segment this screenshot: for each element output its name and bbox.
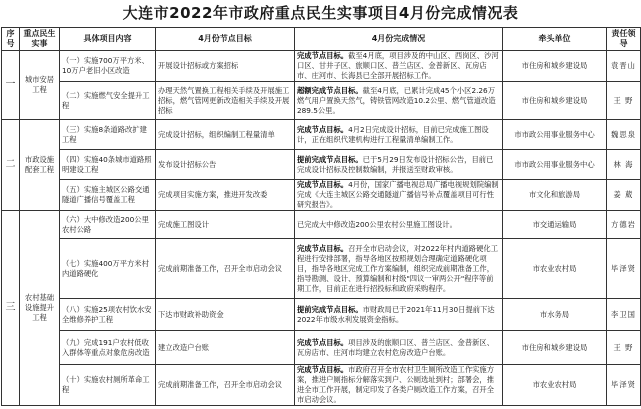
cell-status (295, 150, 503, 180)
table-row (2, 239, 641, 299)
status-tag: 完成节点目标。 (297, 51, 349, 60)
status-tag: 完成节点目标。 (297, 124, 349, 134)
cell-unit: 市文化和旅游局 (503, 180, 607, 211)
cell-content: （三）实施8条道路改扩建工程 (60, 120, 156, 150)
cell-unit: 市住房和城乡建设局 (503, 51, 607, 82)
header-unit: 牵头单位 (503, 28, 607, 51)
status-text: 截至4月底，项目涉及的中山区、西岗区、沙河口区、甘井子区、旅顺口区、普兰店区、金普新区、瓦房店市、庄河市、长海县已全部开展招标工作。 (297, 51, 499, 80)
cell-unit: 市市政公用事业服务中心 (503, 150, 607, 180)
status-tag: 完成节点目标。 (297, 180, 349, 189)
table-header-row (2, 28, 641, 51)
status-text: 4月份，国家广播电视总局广播电视规划院编制完成《大连主城区公路交通隧道广播信号补点覆盖项目可行性研究报告》。 (297, 180, 499, 209)
table-row (2, 150, 641, 180)
cell-content: （六）大中修改造200公里农村公路 (60, 211, 156, 239)
header-status: 4月份完成情况 (295, 28, 503, 51)
page-title: 大连市2022年市政府重点民生实事项目4月份完成情况表 (122, 4, 519, 22)
cell-target: 发布设计招标公告 (156, 150, 295, 180)
cell-target: 完成前期准备工作，召开全市启动会议 (156, 239, 295, 299)
cell-leader: 方德岩 (607, 211, 641, 239)
table-row (2, 211, 641, 239)
cell-target: 开展设计招标或方案招标 (156, 51, 295, 82)
group-category: 市政设施配套工程 (20, 120, 60, 211)
cell-status (295, 365, 503, 406)
status-text: 召开全市启动会议，对2022年村内道路硬化工程进行安排部署，指导各地区按照规划合理确定道路硬化项目，指导各地区完成工作方案编制，组织完成前期准备工作，指导勘测、设计、预算编制和村级"四议一审两公开"程序等前期工作，目前正在进行招投标和政府采购程序。 (297, 243, 498, 293)
cell-unit: 市市政公用事业服务中心 (503, 120, 607, 150)
cell-content: （四）实施40条城市道路照明建设工程 (60, 150, 156, 180)
cell-leader: 林 海 (607, 150, 641, 180)
table-row (2, 299, 641, 331)
cell-target: 办理天然气置换工程相关手续及开展施工招标，燃气管网更新改造相关手续及开展招标 (156, 82, 295, 120)
status-text: 已完成大中修改造200公里农村公里施工图设计。 (297, 219, 457, 229)
cell-unit: 市交通运输局 (503, 211, 607, 239)
cell-leader: 李卫国 (607, 299, 641, 331)
header-seq: 序号 (2, 28, 20, 51)
status-tag: 完成节点目标。 (297, 337, 349, 347)
table-row (2, 365, 641, 406)
cell-leader: 毕泽贤 (607, 365, 641, 406)
cell-content: （七）实施400万平方米村内道路硬化 (60, 239, 156, 299)
cell-status (295, 239, 503, 299)
cell-unit: 市住房和城乡建设局 (503, 331, 607, 365)
status-text: 截至4月底，已累计完成45个小区2.26万燃气用户置换天然气，铸铁管网改造10.2公里、燃气管道改造289.5公里。 (297, 85, 496, 115)
table-row (2, 51, 641, 82)
group-category: 城市安居工程 (20, 51, 60, 120)
status-tag: 超额完成节点目标。 (297, 85, 363, 95)
cell-leader: 王 野 (607, 331, 641, 365)
cell-content: （五）实施主城区公路交通隧道广播信号覆盖工程 (60, 180, 156, 211)
cell-content: （八）实施25项农村饮水安全维修养护工程 (60, 299, 156, 331)
progress-table (1, 27, 641, 406)
cell-leader: 魏思泉 (607, 120, 641, 150)
group-seq: 三 (2, 211, 20, 406)
status-text: 4月2日完成设计招标，目前已完成施工图设计，正在组织代建机构进行工程量清单编制工作。 (297, 124, 489, 144)
status-text: 市财政局已于2021年11月30日提前下达2022年市级水利发展资金指标。 (297, 304, 495, 324)
table-row (2, 331, 641, 365)
cell-target: 建立改造户台账 (156, 331, 295, 365)
group-seq: 一 (2, 51, 20, 120)
cell-leader: 王 野 (607, 82, 641, 120)
header-content: 具体项目内容 (60, 28, 156, 51)
cell-status (295, 211, 503, 239)
cell-content: （九）完成191户农村低收入群体等重点对象危房改造 (60, 331, 156, 365)
cell-status (295, 331, 503, 365)
table-row (2, 180, 641, 211)
cell-target: 完成项目实施方案，推进开发改委 (156, 180, 295, 211)
group-seq: 二 (2, 120, 20, 211)
header-category: 重点民生实事 (20, 28, 60, 51)
cell-status (295, 51, 503, 82)
cell-unit: 市住房和城乡建设局 (503, 82, 607, 120)
cell-unit: 市农业农村局 (503, 239, 607, 299)
cell-target: 完成施工图设计 (156, 211, 295, 239)
status-tag: 完成节点目标。 (297, 243, 349, 253)
cell-leader: 姜 葳 (607, 180, 641, 211)
cell-target: 完成设计招标，组织编制工程量清单 (156, 120, 295, 150)
cell-status (295, 82, 503, 120)
cell-target: 下达市财政补助资金 (156, 299, 295, 331)
status-tag: 提前完成节点目标。 (297, 154, 363, 164)
status-tag: 完成节点目标。 (297, 365, 349, 374)
status-text: 市政府召开全市农村卫生厕所改造工作实施方案，推进户厕指标分解落实到户、公厕选址到村；部署会，推进全市工作开展，制定印发了各类户厕改造工作方案，召开全市启动会议。 (297, 365, 495, 404)
cell-leader: 袁晋山 (607, 51, 641, 82)
cell-status (295, 120, 503, 150)
cell-content: （二）实施燃气安全提升工程 (60, 82, 156, 120)
cell-content: （一）实施700万平方米、10万户老旧小区改造 (60, 51, 156, 82)
table-row (2, 120, 641, 150)
table-row (2, 82, 641, 120)
status-tag: 提前完成节点目标。 (297, 304, 363, 314)
group-category: 农村基础设施提升工程 (20, 211, 60, 406)
cell-status (295, 299, 503, 331)
status-text: 项目涉及的旅顺口区、普兰店区、金普新区、瓦房店市、庄河市均建立农村危房改造户台账。 (297, 337, 495, 357)
header-target: 4月份节点目标 (156, 28, 295, 51)
cell-status (295, 180, 503, 211)
cell-leader: 毕泽贤 (607, 239, 641, 299)
cell-content: （十）实施农村厕所革命工程 (60, 365, 156, 406)
header-leader: 责任领导 (607, 28, 641, 51)
status-text: 已于5月29日发布设计招标公告，目前已完成设计招标及控制数编制，并报送至财政审核。 (297, 154, 494, 174)
cell-target: 完成前期准备工作，召开全市启动会议 (156, 365, 295, 406)
cell-unit: 市水务局 (503, 299, 607, 331)
cell-unit: 市农业农村局 (503, 365, 607, 406)
